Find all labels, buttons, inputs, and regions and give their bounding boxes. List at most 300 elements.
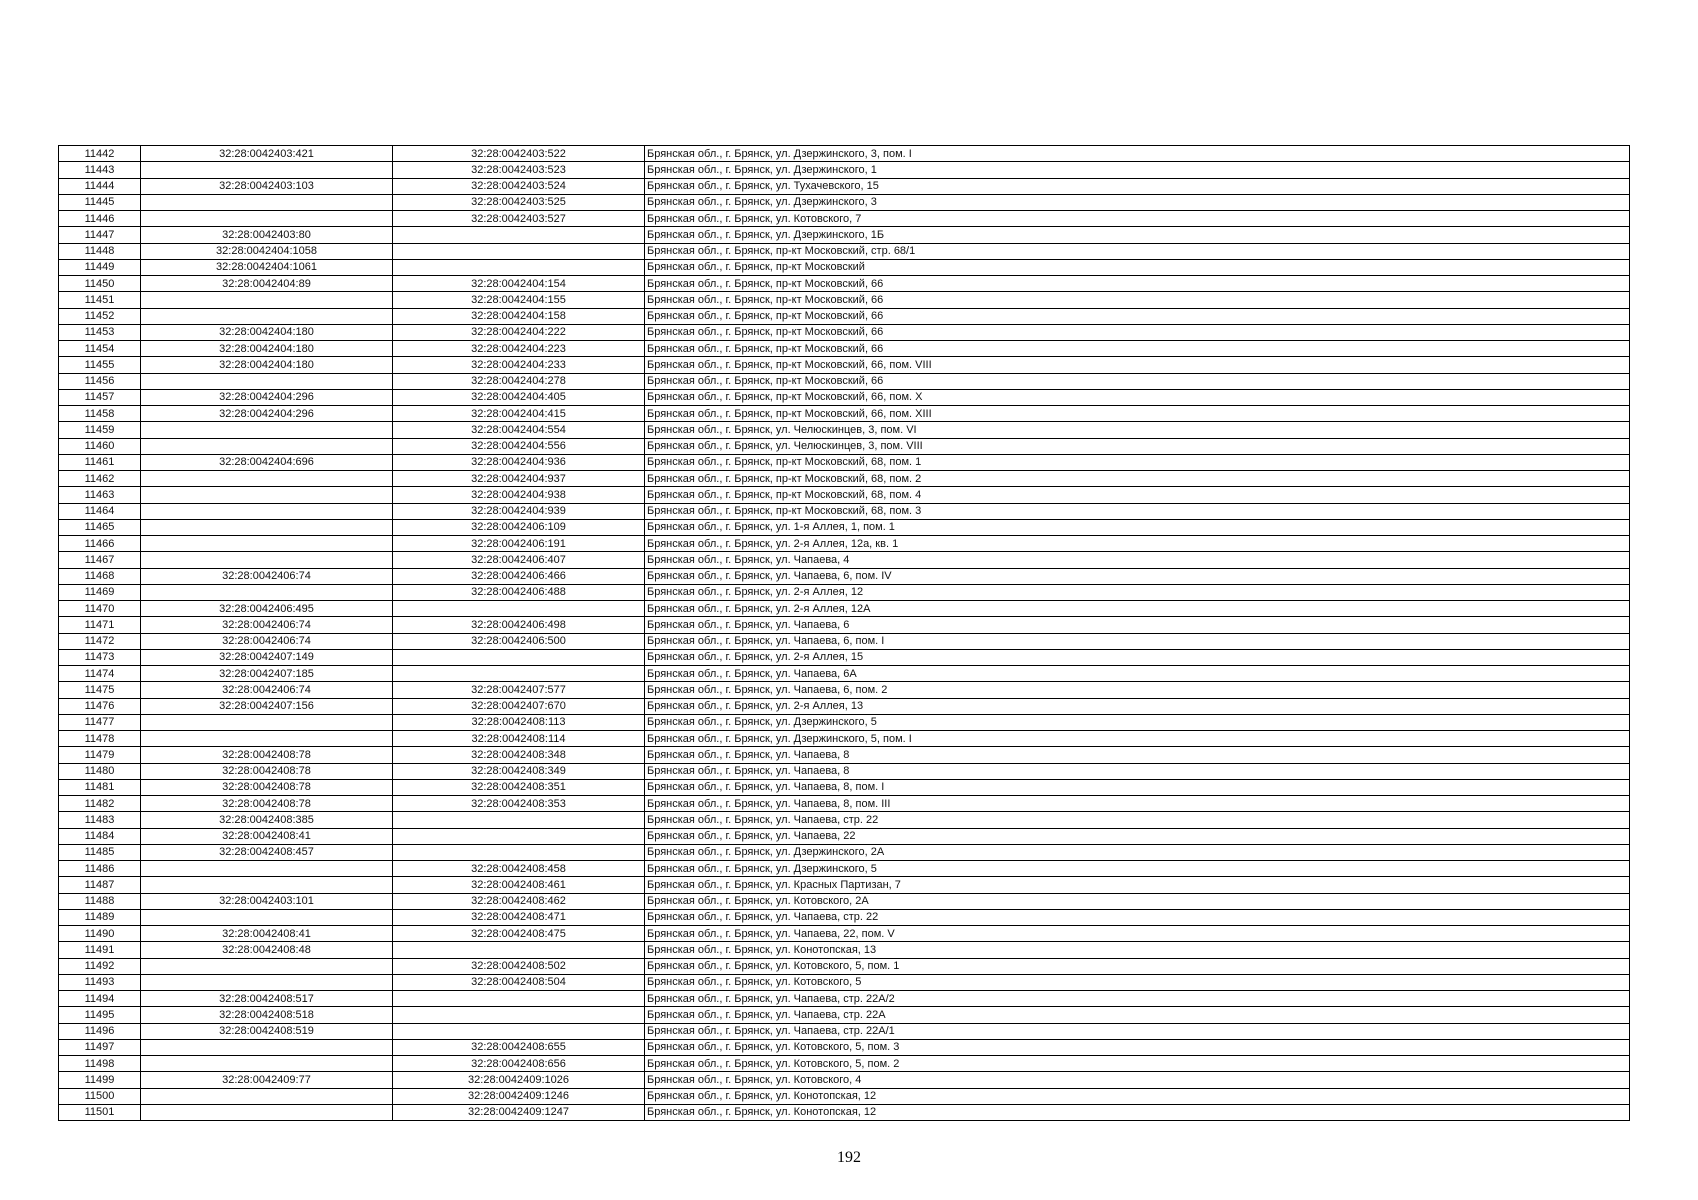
object-number-cell bbox=[393, 649, 645, 665]
parcel-number-cell bbox=[141, 438, 393, 454]
parcel-number-cell bbox=[141, 974, 393, 990]
row-number-cell: 11474 bbox=[59, 666, 141, 682]
address-cell: Брянская обл., г. Брянск, ул. Чапаева, 4 bbox=[645, 552, 1630, 568]
address-cell: Брянская обл., г. Брянск, ул. Чапаева, 8 bbox=[645, 747, 1630, 763]
object-number-cell: 32:28:0042404:936 bbox=[393, 454, 645, 470]
row-number-cell: 11497 bbox=[59, 1039, 141, 1055]
address-cell: Брянская обл., г. Брянск, ул. 2-я Аллея, 12 bbox=[645, 584, 1630, 600]
parcel-number-cell bbox=[141, 1039, 393, 1055]
object-number-cell: 32:28:0042404:155 bbox=[393, 292, 645, 308]
object-number-cell: 32:28:0042404:938 bbox=[393, 487, 645, 503]
parcel-number-cell bbox=[141, 552, 393, 568]
address-cell: Брянская обл., г. Брянск, ул. Котовского, 5 bbox=[645, 974, 1630, 990]
row-number-cell: 11456 bbox=[59, 373, 141, 389]
address-cell: Брянская обл., г. Брянск, ул. Дзержинского, 2А bbox=[645, 844, 1630, 860]
parcel-number-cell bbox=[141, 584, 393, 600]
object-number-cell: 32:28:0042406:488 bbox=[393, 584, 645, 600]
row-number-cell: 11482 bbox=[59, 796, 141, 812]
object-number-cell bbox=[393, 991, 645, 1007]
table-row bbox=[59, 1088, 1630, 1104]
address-cell: Брянская обл., г. Брянск, пр-кт Московский, 68, пом. 1 bbox=[645, 454, 1630, 470]
row-number-cell: 11458 bbox=[59, 406, 141, 422]
parcel-number-cell: 32:28:0042408:78 bbox=[141, 747, 393, 763]
table-row bbox=[59, 682, 1630, 698]
object-number-cell: 32:28:0042409:1246 bbox=[393, 1088, 645, 1104]
address-cell: Брянская обл., г. Брянск, пр-кт Московский, 66, пом. XIII bbox=[645, 406, 1630, 422]
address-cell: Брянская обл., г. Брянск, ул. Челюскинцев, 3, пом. VIII bbox=[645, 438, 1630, 454]
parcel-number-cell: 32:28:0042406:495 bbox=[141, 601, 393, 617]
table-row bbox=[59, 1039, 1630, 1055]
object-number-cell: 32:28:0042408:114 bbox=[393, 731, 645, 747]
table-row bbox=[59, 1023, 1630, 1039]
table-row bbox=[59, 536, 1630, 552]
parcel-number-cell: 32:28:0042404:296 bbox=[141, 389, 393, 405]
row-number-cell: 11480 bbox=[59, 763, 141, 779]
registry-table bbox=[58, 145, 1630, 1121]
table-row bbox=[59, 373, 1630, 389]
address-cell: Брянская обл., г. Брянск, пр-кт Московский, 66 bbox=[645, 341, 1630, 357]
row-number-cell: 11463 bbox=[59, 487, 141, 503]
table-row bbox=[59, 519, 1630, 535]
table-row bbox=[59, 909, 1630, 925]
address-cell: Брянская обл., г. Брянск, пр-кт Московский, 66 bbox=[645, 276, 1630, 292]
address-cell: Брянская обл., г. Брянск, ул. Дзержинского, 1Б bbox=[645, 227, 1630, 243]
parcel-number-cell bbox=[141, 194, 393, 210]
table-row bbox=[59, 747, 1630, 763]
table-row bbox=[59, 292, 1630, 308]
address-cell: Брянская обл., г. Брянск, ул. Чапаева, 6А bbox=[645, 666, 1630, 682]
address-cell: Брянская обл., г. Брянск, ул. Чапаева, стр. 22 bbox=[645, 909, 1630, 925]
parcel-number-cell: 32:28:0042408:518 bbox=[141, 1007, 393, 1023]
parcel-number-cell: 32:28:0042404:180 bbox=[141, 357, 393, 373]
row-number-cell: 11483 bbox=[59, 812, 141, 828]
table-row bbox=[59, 698, 1630, 714]
object-number-cell: 32:28:0042408:504 bbox=[393, 974, 645, 990]
address-cell: Брянская обл., г. Брянск, ул. Чапаева, стр. 22А/1 bbox=[645, 1023, 1630, 1039]
parcel-number-cell: 32:28:0042404:180 bbox=[141, 324, 393, 340]
row-number-cell: 11498 bbox=[59, 1056, 141, 1072]
parcel-number-cell bbox=[141, 519, 393, 535]
row-number-cell: 11490 bbox=[59, 926, 141, 942]
object-number-cell: 32:28:0042408:471 bbox=[393, 909, 645, 925]
registry-body bbox=[59, 146, 1630, 1121]
table-row bbox=[59, 974, 1630, 990]
parcel-number-cell: 32:28:0042403:101 bbox=[141, 893, 393, 909]
row-number-cell: 11477 bbox=[59, 714, 141, 730]
table-row bbox=[59, 552, 1630, 568]
table-row bbox=[59, 162, 1630, 178]
address-cell: Брянская обл., г. Брянск, ул. Чапаева, стр. 22А bbox=[645, 1007, 1630, 1023]
address-cell: Брянская обл., г. Брянск, пр-кт Московский bbox=[645, 259, 1630, 275]
address-cell: Брянская обл., г. Брянск, ул. Котовского, 2А bbox=[645, 893, 1630, 909]
address-cell: Брянская обл., г. Брянск, ул. Котовского, 5, пом. 2 bbox=[645, 1056, 1630, 1072]
address-cell: Брянская обл., г. Брянск, ул. Чапаева, 6, пом. 2 bbox=[645, 682, 1630, 698]
address-cell: Брянская обл., г. Брянск, ул. Конотопская, 12 bbox=[645, 1088, 1630, 1104]
object-number-cell bbox=[393, 1007, 645, 1023]
row-number-cell: 11464 bbox=[59, 503, 141, 519]
parcel-number-cell: 32:28:0042408:519 bbox=[141, 1023, 393, 1039]
object-number-cell: 32:28:0042406:466 bbox=[393, 568, 645, 584]
row-number-cell: 11501 bbox=[59, 1104, 141, 1120]
table-row bbox=[59, 893, 1630, 909]
address-cell: Брянская обл., г. Брянск, ул. Дзержинского, 1 bbox=[645, 162, 1630, 178]
object-number-cell: 32:28:0042407:670 bbox=[393, 698, 645, 714]
row-number-cell: 11493 bbox=[59, 974, 141, 990]
address-cell: Брянская обл., г. Брянск, ул. Котовского, 5, пом. 3 bbox=[645, 1039, 1630, 1055]
row-number-cell: 11479 bbox=[59, 747, 141, 763]
table-row bbox=[59, 844, 1630, 860]
table-row bbox=[59, 779, 1630, 795]
parcel-number-cell: 32:28:0042404:296 bbox=[141, 406, 393, 422]
row-number-cell: 11487 bbox=[59, 877, 141, 893]
table-row bbox=[59, 146, 1630, 162]
row-number-cell: 11492 bbox=[59, 958, 141, 974]
table-row bbox=[59, 422, 1630, 438]
object-number-cell: 32:28:0042404:405 bbox=[393, 389, 645, 405]
table-row bbox=[59, 1072, 1630, 1088]
address-cell: Брянская обл., г. Брянск, ул. 2-я Аллея, 13 bbox=[645, 698, 1630, 714]
row-number-cell: 11444 bbox=[59, 178, 141, 194]
table-row bbox=[59, 796, 1630, 812]
row-number-cell: 11470 bbox=[59, 601, 141, 617]
parcel-number-cell bbox=[141, 487, 393, 503]
row-number-cell: 11491 bbox=[59, 942, 141, 958]
object-number-cell: 32:28:0042406:109 bbox=[393, 519, 645, 535]
parcel-number-cell: 32:28:0042408:41 bbox=[141, 926, 393, 942]
row-number-cell: 11461 bbox=[59, 454, 141, 470]
address-cell: Брянская обл., г. Брянск, ул. Чапаева, стр. 22А/2 bbox=[645, 991, 1630, 1007]
address-cell: Брянская обл., г. Брянск, ул. Красных Партизан, 7 bbox=[645, 877, 1630, 893]
parcel-number-cell bbox=[141, 162, 393, 178]
parcel-number-cell: 32:28:0042403:421 bbox=[141, 146, 393, 162]
table-row bbox=[59, 763, 1630, 779]
address-cell: Брянская обл., г. Брянск, ул. Тухачевского, 15 bbox=[645, 178, 1630, 194]
table-row bbox=[59, 942, 1630, 958]
parcel-number-cell bbox=[141, 958, 393, 974]
parcel-number-cell bbox=[141, 536, 393, 552]
table-row bbox=[59, 958, 1630, 974]
object-number-cell: 32:28:0042407:577 bbox=[393, 682, 645, 698]
parcel-number-cell: 32:28:0042408:385 bbox=[141, 812, 393, 828]
object-number-cell: 32:28:0042408:353 bbox=[393, 796, 645, 812]
object-number-cell: 32:28:0042404:154 bbox=[393, 276, 645, 292]
row-number-cell: 11451 bbox=[59, 292, 141, 308]
parcel-number-cell: 32:28:0042404:1058 bbox=[141, 243, 393, 259]
address-cell: Брянская обл., г. Брянск, ул. Чапаева, 8, пом. I bbox=[645, 779, 1630, 795]
address-cell: Брянская обл., г. Брянск, ул. Дзержинского, 5 bbox=[645, 861, 1630, 877]
row-number-cell: 11471 bbox=[59, 617, 141, 633]
object-number-cell: 32:28:0042408:502 bbox=[393, 958, 645, 974]
table-row bbox=[59, 487, 1630, 503]
parcel-number-cell bbox=[141, 471, 393, 487]
table-row bbox=[59, 1007, 1630, 1023]
row-number-cell: 11500 bbox=[59, 1088, 141, 1104]
object-number-cell: 32:28:0042409:1247 bbox=[393, 1104, 645, 1120]
row-number-cell: 11481 bbox=[59, 779, 141, 795]
row-number-cell: 11465 bbox=[59, 519, 141, 535]
address-cell: Брянская обл., г. Брянск, ул. Чапаева, 6 bbox=[645, 617, 1630, 633]
table-row bbox=[59, 1104, 1630, 1120]
parcel-number-cell: 32:28:0042403:80 bbox=[141, 227, 393, 243]
address-cell: Брянская обл., г. Брянск, ул. 2-я Аллея, 12а, кв. 1 bbox=[645, 536, 1630, 552]
table-row bbox=[59, 194, 1630, 210]
object-number-cell: 32:28:0042408:113 bbox=[393, 714, 645, 730]
object-number-cell bbox=[393, 844, 645, 860]
table-row bbox=[59, 991, 1630, 1007]
object-number-cell: 32:28:0042404:554 bbox=[393, 422, 645, 438]
row-number-cell: 11462 bbox=[59, 471, 141, 487]
object-number-cell: 32:28:0042404:233 bbox=[393, 357, 645, 373]
parcel-number-cell bbox=[141, 861, 393, 877]
object-number-cell bbox=[393, 227, 645, 243]
address-cell: Брянская обл., г. Брянск, ул. Чапаева, 6, пом. I bbox=[645, 633, 1630, 649]
object-number-cell: 32:28:0042408:461 bbox=[393, 877, 645, 893]
address-cell: Брянская обл., г. Брянск, пр-кт Московский, 66, пом. X bbox=[645, 389, 1630, 405]
row-number-cell: 11450 bbox=[59, 276, 141, 292]
address-cell: Брянская обл., г. Брянск, пр-кт Московский, 66 bbox=[645, 373, 1630, 389]
address-cell: Брянская обл., г. Брянск, ул. Чапаева, 22, пом. V bbox=[645, 926, 1630, 942]
address-cell: Брянская обл., г. Брянск, ул. Котовского, 4 bbox=[645, 1072, 1630, 1088]
parcel-number-cell: 32:28:0042404:696 bbox=[141, 454, 393, 470]
table-row bbox=[59, 211, 1630, 227]
address-cell: Брянская обл., г. Брянск, ул. Чапаева, 8 bbox=[645, 763, 1630, 779]
table-row bbox=[59, 601, 1630, 617]
parcel-number-cell: 32:28:0042408:517 bbox=[141, 991, 393, 1007]
table-row bbox=[59, 633, 1630, 649]
row-number-cell: 11452 bbox=[59, 308, 141, 324]
object-number-cell: 32:28:0042404:278 bbox=[393, 373, 645, 389]
parcel-number-cell: 32:28:0042406:74 bbox=[141, 682, 393, 698]
object-number-cell: 32:28:0042403:522 bbox=[393, 146, 645, 162]
object-number-cell: 32:28:0042404:937 bbox=[393, 471, 645, 487]
address-cell: Брянская обл., г. Брянск, пр-кт Московский, 66 bbox=[645, 324, 1630, 340]
row-number-cell: 11448 bbox=[59, 243, 141, 259]
row-number-cell: 11457 bbox=[59, 389, 141, 405]
table-row bbox=[59, 714, 1630, 730]
row-number-cell: 11488 bbox=[59, 893, 141, 909]
row-number-cell: 11478 bbox=[59, 731, 141, 747]
table-row bbox=[59, 666, 1630, 682]
table-row bbox=[59, 341, 1630, 357]
address-cell: Брянская обл., г. Брянск, пр-кт Московский, стр. 68/1 bbox=[645, 243, 1630, 259]
parcel-number-cell bbox=[141, 211, 393, 227]
table-row bbox=[59, 243, 1630, 259]
object-number-cell bbox=[393, 601, 645, 617]
parcel-number-cell: 32:28:0042407:156 bbox=[141, 698, 393, 714]
parcel-number-cell bbox=[141, 1056, 393, 1072]
parcel-number-cell bbox=[141, 714, 393, 730]
address-cell: Брянская обл., г. Брянск, ул. Дзержинского, 5 bbox=[645, 714, 1630, 730]
parcel-number-cell: 32:28:0042407:185 bbox=[141, 666, 393, 682]
parcel-number-cell: 32:28:0042408:78 bbox=[141, 796, 393, 812]
address-cell: Брянская обл., г. Брянск, ул. Чапаева, стр. 22 bbox=[645, 812, 1630, 828]
parcel-number-cell: 32:28:0042406:74 bbox=[141, 617, 393, 633]
object-number-cell: 32:28:0042404:556 bbox=[393, 438, 645, 454]
table-row bbox=[59, 438, 1630, 454]
row-number-cell: 11489 bbox=[59, 909, 141, 925]
address-cell: Брянская обл., г. Брянск, пр-кт Московский, 68, пом. 3 bbox=[645, 503, 1630, 519]
row-number-cell: 11495 bbox=[59, 1007, 141, 1023]
row-number-cell: 11494 bbox=[59, 991, 141, 1007]
address-cell: Брянская обл., г. Брянск, пр-кт Московский, 68, пом. 2 bbox=[645, 471, 1630, 487]
table-row bbox=[59, 568, 1630, 584]
object-number-cell bbox=[393, 243, 645, 259]
parcel-number-cell: 32:28:0042403:103 bbox=[141, 178, 393, 194]
address-cell: Брянская обл., г. Брянск, ул. Котовского, 7 bbox=[645, 211, 1630, 227]
object-number-cell: 32:28:0042404:939 bbox=[393, 503, 645, 519]
object-number-cell bbox=[393, 1023, 645, 1039]
row-number-cell: 11496 bbox=[59, 1023, 141, 1039]
parcel-number-cell bbox=[141, 503, 393, 519]
parcel-number-cell: 32:28:0042406:74 bbox=[141, 633, 393, 649]
table-row bbox=[59, 731, 1630, 747]
row-number-cell: 11475 bbox=[59, 682, 141, 698]
parcel-number-cell: 32:28:0042404:1061 bbox=[141, 259, 393, 275]
row-number-cell: 11472 bbox=[59, 633, 141, 649]
row-number-cell: 11449 bbox=[59, 259, 141, 275]
page-number: 192 bbox=[837, 1149, 861, 1166]
table-row bbox=[59, 357, 1630, 373]
parcel-number-cell bbox=[141, 731, 393, 747]
object-number-cell: 32:28:0042403:527 bbox=[393, 211, 645, 227]
table-row bbox=[59, 259, 1630, 275]
address-cell: Брянская обл., г. Брянск, ул. Чапаева, 6, пом. IV bbox=[645, 568, 1630, 584]
table-row bbox=[59, 276, 1630, 292]
object-number-cell: 32:28:0042406:191 bbox=[393, 536, 645, 552]
row-number-cell: 11459 bbox=[59, 422, 141, 438]
object-number-cell bbox=[393, 828, 645, 844]
parcel-number-cell: 32:28:0042408:41 bbox=[141, 828, 393, 844]
address-cell: Брянская обл., г. Брянск, ул. Чапаева, 8, пом. III bbox=[645, 796, 1630, 812]
object-number-cell: 32:28:0042406:500 bbox=[393, 633, 645, 649]
table-row bbox=[59, 877, 1630, 893]
object-number-cell bbox=[393, 259, 645, 275]
row-number-cell: 11466 bbox=[59, 536, 141, 552]
row-number-cell: 11442 bbox=[59, 146, 141, 162]
table-row bbox=[59, 617, 1630, 633]
object-number-cell: 32:28:0042408:655 bbox=[393, 1039, 645, 1055]
table-row bbox=[59, 926, 1630, 942]
row-number-cell: 11460 bbox=[59, 438, 141, 454]
table-row bbox=[59, 649, 1630, 665]
parcel-number-cell: 32:28:0042404:180 bbox=[141, 341, 393, 357]
object-number-cell: 32:28:0042403:523 bbox=[393, 162, 645, 178]
row-number-cell: 11484 bbox=[59, 828, 141, 844]
row-number-cell: 11454 bbox=[59, 341, 141, 357]
object-number-cell: 32:28:0042408:351 bbox=[393, 779, 645, 795]
object-number-cell: 32:28:0042408:458 bbox=[393, 861, 645, 877]
row-number-cell: 11455 bbox=[59, 357, 141, 373]
parcel-number-cell bbox=[141, 308, 393, 324]
address-cell: Брянская обл., г. Брянск, ул. 2-я Аллея, 15 bbox=[645, 649, 1630, 665]
table-row bbox=[59, 812, 1630, 828]
table-row bbox=[59, 227, 1630, 243]
table-row bbox=[59, 308, 1630, 324]
object-number-cell: 32:28:0042408:348 bbox=[393, 747, 645, 763]
object-number-cell bbox=[393, 942, 645, 958]
parcel-number-cell bbox=[141, 292, 393, 308]
parcel-number-cell: 32:28:0042406:74 bbox=[141, 568, 393, 584]
object-number-cell: 32:28:0042408:656 bbox=[393, 1056, 645, 1072]
table-row bbox=[59, 454, 1630, 470]
table-row bbox=[59, 861, 1630, 877]
object-number-cell: 32:28:0042406:407 bbox=[393, 552, 645, 568]
object-number-cell: 32:28:0042406:498 bbox=[393, 617, 645, 633]
object-number-cell: 32:28:0042403:525 bbox=[393, 194, 645, 210]
address-cell: Брянская обл., г. Брянск, ул. Челюскинцев, 3, пом. VI bbox=[645, 422, 1630, 438]
object-number-cell: 32:28:0042408:462 bbox=[393, 893, 645, 909]
row-number-cell: 11485 bbox=[59, 844, 141, 860]
object-number-cell bbox=[393, 666, 645, 682]
address-cell: Брянская обл., г. Брянск, пр-кт Московский, 66, пом. VIII bbox=[645, 357, 1630, 373]
address-cell: Брянская обл., г. Брянск, ул. Конотопская, 12 bbox=[645, 1104, 1630, 1120]
address-cell: Брянская обл., г. Брянск, пр-кт Московский, 68, пом. 4 bbox=[645, 487, 1630, 503]
parcel-number-cell bbox=[141, 373, 393, 389]
table-row bbox=[59, 1056, 1630, 1072]
object-number-cell: 32:28:0042409:1026 bbox=[393, 1072, 645, 1088]
parcel-number-cell: 32:28:0042408:78 bbox=[141, 763, 393, 779]
parcel-number-cell: 32:28:0042409:77 bbox=[141, 1072, 393, 1088]
row-number-cell: 11486 bbox=[59, 861, 141, 877]
object-number-cell bbox=[393, 812, 645, 828]
parcel-number-cell bbox=[141, 877, 393, 893]
row-number-cell: 11445 bbox=[59, 194, 141, 210]
object-number-cell: 32:28:0042404:415 bbox=[393, 406, 645, 422]
table-row bbox=[59, 389, 1630, 405]
row-number-cell: 11467 bbox=[59, 552, 141, 568]
object-number-cell: 32:28:0042408:475 bbox=[393, 926, 645, 942]
table-row bbox=[59, 584, 1630, 600]
address-cell: Брянская обл., г. Брянск, пр-кт Московский, 66 bbox=[645, 308, 1630, 324]
parcel-number-cell bbox=[141, 422, 393, 438]
address-cell: Брянская обл., г. Брянск, ул. Чапаева, 22 bbox=[645, 828, 1630, 844]
row-number-cell: 11446 bbox=[59, 211, 141, 227]
parcel-number-cell: 32:28:0042408:457 bbox=[141, 844, 393, 860]
address-cell: Брянская обл., г. Брянск, ул. Дзержинского, 5, пом. I bbox=[645, 731, 1630, 747]
row-number-cell: 11468 bbox=[59, 568, 141, 584]
table-row bbox=[59, 178, 1630, 194]
address-cell: Брянская обл., г. Брянск, ул. Дзержинского, 3, пом. I bbox=[645, 146, 1630, 162]
table-row bbox=[59, 406, 1630, 422]
address-cell: Брянская обл., г. Брянск, пр-кт Московский, 66 bbox=[645, 292, 1630, 308]
parcel-number-cell: 32:28:0042404:89 bbox=[141, 276, 393, 292]
object-number-cell: 32:28:0042404:158 bbox=[393, 308, 645, 324]
address-cell: Брянская обл., г. Брянск, ул. 1-я Аллея, 1, пом. 1 bbox=[645, 519, 1630, 535]
object-number-cell: 32:28:0042404:223 bbox=[393, 341, 645, 357]
parcel-number-cell: 32:28:0042408:48 bbox=[141, 942, 393, 958]
address-cell: Брянская обл., г. Брянск, ул. 2-я Аллея, 12А bbox=[645, 601, 1630, 617]
object-number-cell: 32:28:0042408:349 bbox=[393, 763, 645, 779]
parcel-number-cell bbox=[141, 1088, 393, 1104]
table-row bbox=[59, 503, 1630, 519]
address-cell: Брянская обл., г. Брянск, ул. Котовского, 5, пом. 1 bbox=[645, 958, 1630, 974]
table-row bbox=[59, 471, 1630, 487]
row-number-cell: 11453 bbox=[59, 324, 141, 340]
object-number-cell: 32:28:0042403:524 bbox=[393, 178, 645, 194]
row-number-cell: 11443 bbox=[59, 162, 141, 178]
parcel-number-cell bbox=[141, 909, 393, 925]
parcel-number-cell: 32:28:0042408:78 bbox=[141, 779, 393, 795]
object-number-cell: 32:28:0042404:222 bbox=[393, 324, 645, 340]
parcel-number-cell bbox=[141, 1104, 393, 1120]
row-number-cell: 11447 bbox=[59, 227, 141, 243]
table-row bbox=[59, 828, 1630, 844]
table-row bbox=[59, 324, 1630, 340]
parcel-number-cell: 32:28:0042407:149 bbox=[141, 649, 393, 665]
row-number-cell: 11476 bbox=[59, 698, 141, 714]
address-cell: Брянская обл., г. Брянск, ул. Дзержинского, 3 bbox=[645, 194, 1630, 210]
row-number-cell: 11499 bbox=[59, 1072, 141, 1088]
